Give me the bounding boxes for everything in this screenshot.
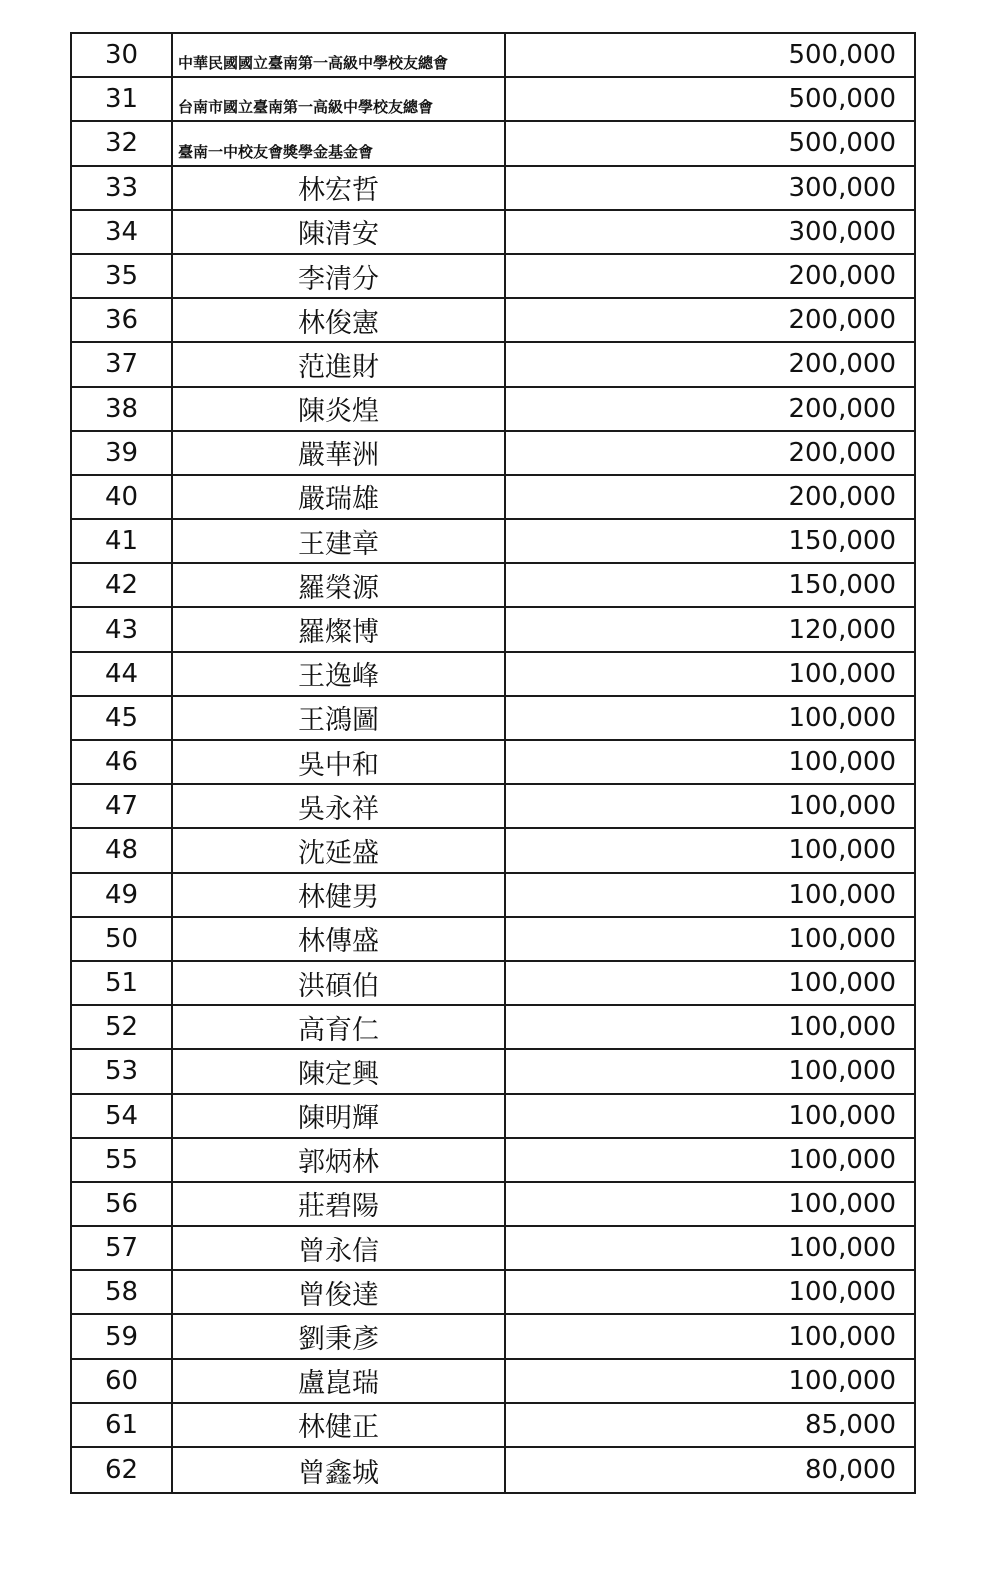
row-number: 53 (72, 1050, 173, 1092)
donation-amount: 100,000 (788, 968, 896, 999)
donation-amount: 100,000 (788, 1233, 896, 1264)
donor-name: 林俊憲 (173, 299, 506, 341)
donor-name: 曾鑫城 (173, 1448, 506, 1492)
donor-name: 嚴瑞雄 (173, 476, 506, 518)
row-number: 60 (72, 1360, 173, 1402)
donor-name: 羅燦博 (173, 608, 506, 650)
donation-amount: 80,000 (805, 1455, 896, 1486)
donor-name: 王建章 (173, 520, 506, 562)
donor-name: 莊碧陽 (173, 1183, 506, 1225)
donation-amount: 100,000 (788, 791, 896, 822)
donor-name: 陳明輝 (173, 1095, 506, 1137)
donation-amount: 100,000 (788, 702, 896, 733)
table-row (72, 1095, 914, 1139)
donor-name: 高育仁 (173, 1006, 506, 1048)
table-row (72, 829, 914, 873)
table-row (72, 962, 914, 1006)
donor-name: 范進財 (173, 343, 506, 385)
row-number: 35 (72, 255, 173, 297)
row-number: 38 (72, 388, 173, 430)
donor-name: 劉秉彥 (173, 1315, 506, 1357)
donation-amount: 200,000 (788, 393, 896, 424)
row-number: 43 (72, 608, 173, 650)
table-row (72, 608, 914, 652)
table-row (72, 299, 914, 343)
row-number: 62 (72, 1448, 173, 1492)
row-number: 32 (72, 122, 173, 164)
donation-amount: 150,000 (788, 570, 896, 601)
donation-amount: 200,000 (788, 481, 896, 512)
donation-amount: 100,000 (788, 835, 896, 866)
row-number: 39 (72, 432, 173, 474)
donor-name: 林健正 (173, 1404, 506, 1446)
row-number: 61 (72, 1404, 173, 1446)
table-row (72, 1315, 914, 1359)
donor-name: 沈延盛 (173, 829, 506, 871)
donor-name: 羅榮源 (173, 564, 506, 606)
row-number: 59 (72, 1315, 173, 1357)
donation-amount: 100,000 (788, 1144, 896, 1175)
donation-amount: 100,000 (788, 1277, 896, 1308)
donation-amount: 85,000 (805, 1409, 896, 1440)
donor-name: 陳炎煌 (173, 388, 506, 430)
donor-table (70, 32, 916, 1494)
row-number: 36 (72, 299, 173, 341)
donation-amount: 200,000 (788, 437, 896, 468)
table-row (72, 520, 914, 564)
table-row (72, 785, 914, 829)
table-row (72, 343, 914, 387)
donation-amount: 200,000 (788, 305, 896, 336)
donor-name: 吳永祥 (173, 785, 506, 827)
table-row (72, 1360, 914, 1404)
row-number: 49 (72, 874, 173, 916)
row-number: 40 (72, 476, 173, 518)
row-number: 57 (72, 1227, 173, 1269)
donation-amount: 150,000 (788, 526, 896, 557)
row-number: 48 (72, 829, 173, 871)
row-number: 47 (72, 785, 173, 827)
table-row (72, 697, 914, 741)
table-row (72, 1183, 914, 1227)
table-row (72, 1448, 914, 1492)
donation-amount: 300,000 (788, 216, 896, 247)
row-number: 30 (72, 34, 173, 76)
donor-name: 曾俊達 (173, 1271, 506, 1313)
donor-name: 臺南一中校友會獎學金基金會 (173, 122, 506, 164)
donor-name: 王逸峰 (173, 653, 506, 695)
donation-amount: 120,000 (788, 614, 896, 645)
donation-amount: 200,000 (788, 261, 896, 292)
row-number: 41 (72, 520, 173, 562)
table-row (72, 432, 914, 476)
donation-amount: 100,000 (788, 658, 896, 689)
table-row (72, 167, 914, 211)
donor-name: 李清分 (173, 255, 506, 297)
donation-amount: 100,000 (788, 747, 896, 778)
table-row (72, 1404, 914, 1448)
table-row (72, 34, 914, 78)
donation-amount: 500,000 (788, 84, 896, 115)
donor-name: 林宏哲 (173, 167, 506, 209)
donation-amount: 100,000 (788, 1321, 896, 1352)
row-number: 46 (72, 741, 173, 783)
row-number: 37 (72, 343, 173, 385)
donor-name: 王鴻圖 (173, 697, 506, 739)
donation-amount: 100,000 (788, 1012, 896, 1043)
donor-name: 曾永信 (173, 1227, 506, 1269)
row-number: 56 (72, 1183, 173, 1225)
row-number: 52 (72, 1006, 173, 1048)
table-row (72, 564, 914, 608)
donation-amount: 100,000 (788, 879, 896, 910)
row-number: 54 (72, 1095, 173, 1137)
row-number: 50 (72, 918, 173, 960)
donation-amount: 300,000 (788, 172, 896, 203)
row-number: 42 (72, 564, 173, 606)
row-number: 51 (72, 962, 173, 1004)
row-number: 31 (72, 78, 173, 120)
donor-name: 郭炳林 (173, 1139, 506, 1181)
table-row (72, 1227, 914, 1271)
donor-name: 盧崑瑞 (173, 1360, 506, 1402)
donor-name: 林傳盛 (173, 918, 506, 960)
table-row (72, 1050, 914, 1094)
table-row (72, 918, 914, 962)
row-number: 44 (72, 653, 173, 695)
table-row (72, 741, 914, 785)
table-row (72, 1139, 914, 1183)
row-number: 34 (72, 211, 173, 253)
donor-name: 陳清安 (173, 211, 506, 253)
table-row (72, 255, 914, 299)
table-row (72, 122, 914, 166)
row-number: 55 (72, 1139, 173, 1181)
donor-name: 陳定興 (173, 1050, 506, 1092)
donation-amount: 500,000 (788, 40, 896, 71)
donor-name: 洪碩伯 (173, 962, 506, 1004)
donor-name: 中華民國國立臺南第一高級中學校友總會 (173, 34, 506, 76)
donation-amount: 100,000 (788, 1365, 896, 1396)
donor-name: 台南市國立臺南第一高級中學校友總會 (173, 78, 506, 120)
row-number: 33 (72, 167, 173, 209)
row-number: 45 (72, 697, 173, 739)
table-row (72, 1271, 914, 1315)
donor-name: 林健男 (173, 874, 506, 916)
table-row (72, 874, 914, 918)
table-row (72, 476, 914, 520)
donation-amount: 100,000 (788, 1056, 896, 1087)
donor-name: 吳中和 (173, 741, 506, 783)
donation-amount: 500,000 (788, 128, 896, 159)
row-number: 58 (72, 1271, 173, 1313)
donation-amount: 100,000 (788, 923, 896, 954)
table-row (72, 1006, 914, 1050)
donation-amount: 200,000 (788, 349, 896, 380)
table-row (72, 78, 914, 122)
donation-amount: 100,000 (788, 1188, 896, 1219)
donation-amount: 100,000 (788, 1100, 896, 1131)
table-row (72, 388, 914, 432)
table-row (72, 211, 914, 255)
table-row (72, 653, 914, 697)
donor-name: 嚴華洲 (173, 432, 506, 474)
